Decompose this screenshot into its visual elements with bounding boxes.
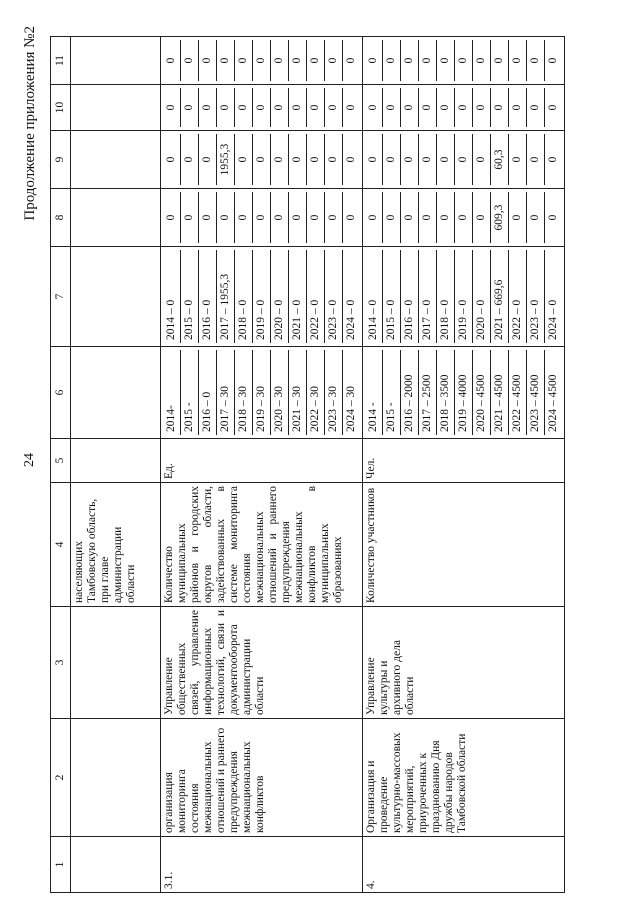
year-value: 0 [436,134,454,185]
year-value: 0 [306,192,324,243]
year-value: 0 [324,192,342,243]
year-value: 2018 – 3500 [436,350,454,435]
year-value: 2015 – 0 [180,250,198,343]
year-value: 0 [544,192,562,243]
year-value: 0 [508,88,526,127]
appendix-title: Продолжение приложения №2 [22,26,38,221]
year-value: 2016 – 2000 [400,350,418,435]
year-value: 0 [454,88,472,127]
year-value: 0 [508,134,526,185]
year-value: 2020 – 4500 [472,350,490,435]
year-value: 0 [270,40,288,81]
year-value: 2019 – 0 [454,250,472,343]
year-value: 0 [306,88,324,127]
year-value: 0 [436,40,454,81]
executor-cell: Управление общественных связей, управление информационных технологий, связи и документооборота администрации области [161,607,363,719]
year-value: 2021 – 0 [288,250,306,343]
year-value: 0 [342,88,360,127]
col-header-3: 3 [51,607,71,719]
year-value: 2024 – 4500 [544,350,562,435]
year-value: 0 [288,134,306,185]
year-value: 2018 – 0 [234,250,252,343]
year-value: 2017 – 1955,3 [216,250,234,343]
year-value: 0 [472,134,490,185]
targets-cell [161,347,363,439]
year-value: 0 [165,104,177,111]
year-value: 0 [367,156,379,163]
year-value: 609,3 [490,192,508,243]
year-value: 0 [472,192,490,243]
year-value: 0 [454,40,472,81]
col8-cell [363,189,565,247]
col10-cell [161,85,363,131]
header-row [51,37,71,893]
year-value: 0 [216,40,234,81]
year-value: 0 [324,40,342,81]
continuation-indicator: населяющих Тамбовскую область, при главе администрации области [71,483,161,607]
year-value: 2020 – 0 [270,250,288,343]
year-value: 2015 – 0 [382,250,400,343]
page-number: 24 [22,453,37,467]
year-value: 0 [288,192,306,243]
year-value: 0 [508,192,526,243]
year-value: 2014 - [367,402,379,432]
year-value: 2016 – 0 [198,250,216,343]
year-value: 2022 – 0 [508,250,526,343]
year-value: 2023 – 30 [324,350,342,435]
year-value: 2018 – 30 [234,350,252,435]
year-value: 0 [165,214,177,221]
year-value: 2014 – 0 [367,299,379,340]
year-value: 2022 – 30 [306,350,324,435]
year-value: 0 [526,40,544,81]
year-value: 2017 – 2500 [418,350,436,435]
year-value: 0 [526,88,544,127]
table-row [161,37,363,893]
activity-cell: организация мониторинга состояния межнациональных отношений и раннего предупреждения межнациональных конфликтов [161,719,363,837]
year-value: 0 [436,192,454,243]
year-value: 0 [180,192,198,243]
year-value: 0 [526,192,544,243]
year-value: 0 [234,40,252,81]
year-value: 0 [252,192,270,243]
year-value: 0 [472,88,490,127]
year-value: 0 [198,192,216,243]
col-header-6: 6 [51,347,71,439]
col9-cell [161,131,363,189]
col-header-1: 1 [51,837,71,893]
year-value: 0 [180,88,198,127]
year-value: 0 [418,88,436,127]
year-value: 2021 – 30 [288,350,306,435]
year-value: 0 [436,88,454,127]
year-value: 0 [270,192,288,243]
year-value: 2023 – 4500 [526,350,544,435]
year-value: 0 [234,192,252,243]
year-value: 0 [508,40,526,81]
table-row [363,37,565,893]
year-value: 2023 – 0 [324,250,342,343]
year-value: 0 [400,192,418,243]
targets-cell [363,347,565,439]
col-header-4: 4 [51,483,71,607]
year-value: 2017 – 0 [418,250,436,343]
year-value: 0 [306,134,324,185]
year-value: 2023 – 0 [526,250,544,343]
year-value: 0 [270,88,288,127]
year-value: 2020 – 30 [270,350,288,435]
year-value: 0 [342,192,360,243]
year-value: 0 [490,40,508,81]
year-value: 0 [472,40,490,81]
year-value: 0 [400,40,418,81]
indicator-cell: Количество участников [363,483,565,607]
unit-cell: Ед. [161,439,363,483]
col11-cell [363,37,565,85]
year-value: 0 [288,40,306,81]
continuation-row [71,37,161,893]
year-value: 2019 – 30 [252,350,270,435]
year-value: 2018 – 0 [436,250,454,343]
indicator-cell: Количество муниципальных районов и городских округов области, задействованных в системе мониторинга состояния межнациональных отношений и раннего предупреждения межнациональных конфликтов в муниципальных образованиях [161,483,363,607]
year-value: 2016 – 0 [198,350,216,435]
year-value: 0 [198,40,216,81]
year-value: 2015 - [180,350,198,435]
col9-cell [363,131,565,189]
year-value: 0 [288,88,306,127]
funding-cell [363,247,565,347]
year-value: 0 [324,88,342,127]
activity-cell: Организация и проведение культурно-массовых мероприятий, приуроченных к празднованию Дня дружбы народов Тамбовской области [363,719,565,837]
year-value: 0 [454,192,472,243]
year-value: 2015 - [382,350,400,435]
col-header-11: 11 [51,37,71,85]
year-value: 2022 – 4500 [508,350,526,435]
unit-cell: Чел. [363,439,565,483]
executor-cell: Управление культуры и архивного дела области [363,607,565,719]
year-value: 0 [454,134,472,185]
col-header-10: 10 [51,85,71,131]
year-value: 0 [382,192,400,243]
year-value: 2022 – 0 [306,250,324,343]
year-value: 2021 – 4500 [490,350,508,435]
col-header-9: 9 [51,131,71,189]
year-value: 0 [180,40,198,81]
year-value: 0 [418,134,436,185]
year-value: 0 [342,40,360,81]
year-value: 0 [400,134,418,185]
year-value: 0 [216,192,234,243]
year-value: 0 [544,40,562,81]
year-value: 2016 – 0 [400,250,418,343]
year-value: 0 [165,57,177,64]
year-value: 0 [342,134,360,185]
year-value: 0 [270,134,288,185]
year-value: 0 [234,88,252,127]
year-value: 2021 – 669,6 [490,250,508,343]
year-value: 0 [418,192,436,243]
year-value: 0 [198,88,216,127]
year-value: 2024 – 30 [342,350,360,435]
row-number: 4. [363,837,565,893]
year-value: 0 [165,156,177,163]
year-value: 0 [367,214,379,221]
col-header-7: 7 [51,247,71,347]
year-value: 0 [367,57,379,64]
year-value: 0 [180,134,198,185]
funding-cell [161,247,363,347]
year-value: 2017 – 30 [216,350,234,435]
col-header-8: 8 [51,189,71,247]
year-value: 0 [382,88,400,127]
row-number: 3.1. [161,837,363,893]
year-value: 0 [216,88,234,127]
year-value: 0 [198,134,216,185]
year-value: 0 [382,134,400,185]
year-value: 2014- [165,405,177,432]
year-value: 0 [252,134,270,185]
year-value: 0 [234,134,252,185]
year-value: 0 [400,88,418,127]
year-value: 0 [382,40,400,81]
year-value: 0 [252,88,270,127]
year-value: 2019 – 4000 [454,350,472,435]
col10-cell [363,85,565,131]
year-value: 0 [544,134,562,185]
col8-cell [161,189,363,247]
year-value: 2019 – 0 [252,250,270,343]
year-value: 60,3 [490,134,508,185]
year-value: 0 [490,88,508,127]
year-value: 0 [306,40,324,81]
year-value: 0 [418,40,436,81]
year-value: 0 [324,134,342,185]
year-value: 2014 – 0 [165,299,177,340]
program-table [50,36,565,893]
col-header-2: 2 [51,719,71,837]
year-value: 2024 – 0 [342,250,360,343]
year-value: 0 [526,134,544,185]
col11-cell [161,37,363,85]
year-value: 1955,3 [216,134,234,185]
year-value: 0 [252,40,270,81]
year-value: 2020 – 0 [472,250,490,343]
year-value: 0 [367,104,379,111]
year-value: 0 [544,88,562,127]
year-value: 2024 – 0 [544,250,562,343]
col-header-5: 5 [51,439,71,483]
